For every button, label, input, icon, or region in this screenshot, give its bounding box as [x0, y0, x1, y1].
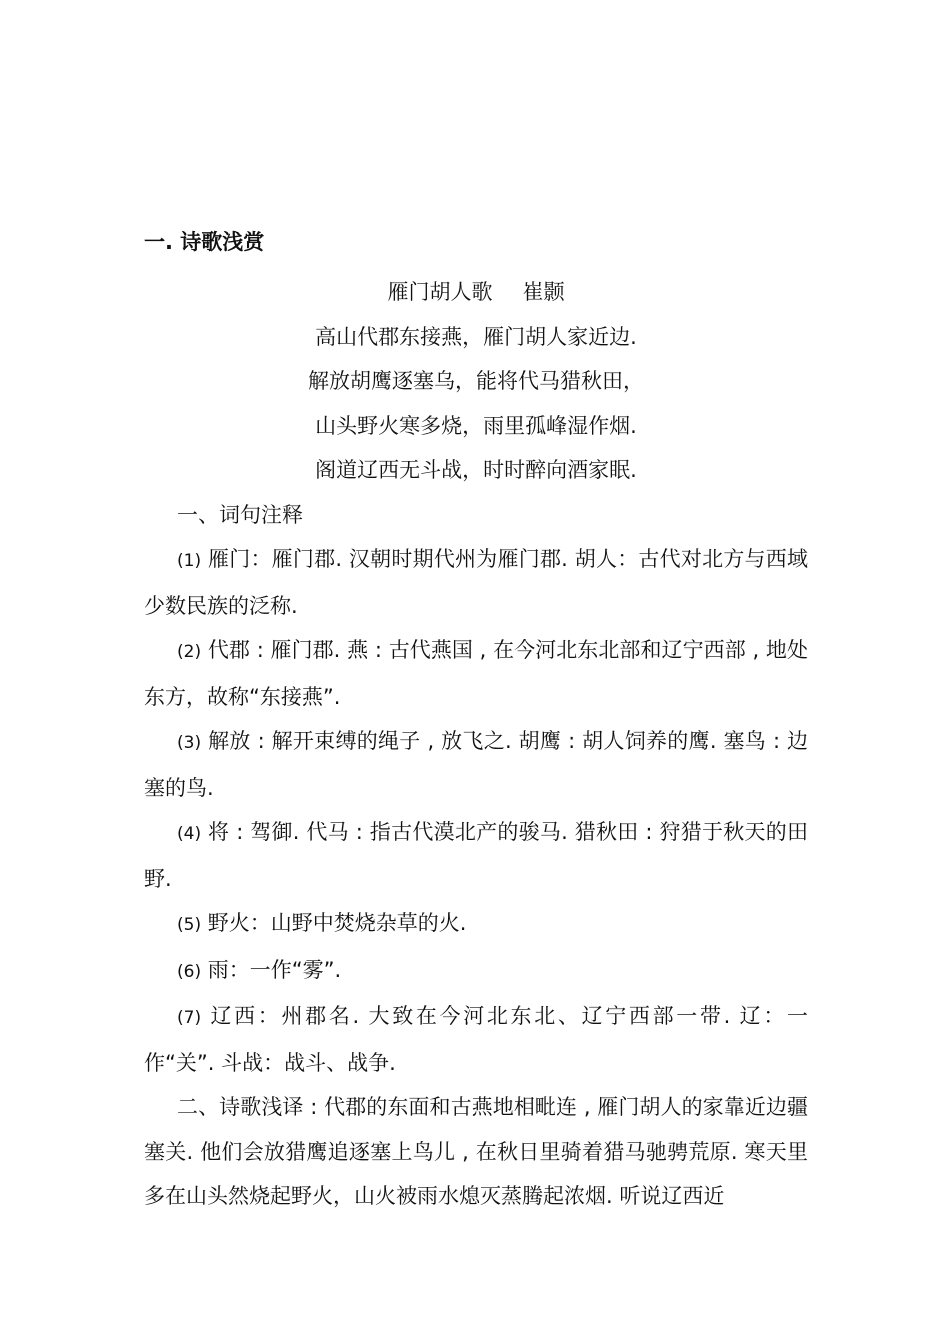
- note-number: (2): [177, 642, 202, 662]
- notes-list: [144, 537, 808, 1085]
- note-item: [144, 719, 808, 810]
- note-text: 野火：山野中焚烧杂草的火.: [207, 911, 467, 935]
- document-page: [144, 228, 808, 1219]
- note-text: 雨：一作“雾”.: [207, 957, 342, 982]
- note-item: [144, 901, 808, 948]
- poem-line: 阁道辽西无斗战，时时醉向酒家眠.: [315, 458, 637, 482]
- poem-title: 雁门胡人歌: [387, 280, 493, 304]
- note-number: (5): [177, 915, 202, 935]
- section-heading: 一. 诗歌浅赏: [144, 230, 265, 254]
- note-item: [144, 810, 808, 901]
- note-item: [144, 948, 808, 995]
- note-number: (6): [177, 961, 202, 982]
- note-item: [144, 628, 808, 719]
- note-text: 将 : 驾御. 代马 : 指古代漠北产的骏马. 猎秋田 : 狩猎于秋天的田野.: [144, 820, 808, 891]
- poem: [144, 270, 808, 493]
- poem-line: 山头野火寒多烧，雨里孤峰湿作烟.: [315, 413, 637, 438]
- note-item: [144, 537, 808, 628]
- note-text: 雁门：雁门郡. 汉朝时期代州为雁门郡. 胡人：古代对北方与西域少数民族的泛称.: [144, 547, 808, 618]
- poem-author: 崔颢: [522, 280, 565, 304]
- note-item: [144, 994, 808, 1085]
- note-text: 解放 : 解开束缚的绳子 , 放飞之. 胡鹰 : 胡人饲养的鹰. 塞鸟 : 边塞的鸟.: [144, 729, 808, 800]
- notes-heading: 一、词句注释: [177, 502, 303, 527]
- note-number: (3): [177, 733, 202, 753]
- poem-line: 解放胡鹰逐塞乌，能将代马猎秋田，: [308, 369, 644, 393]
- note-text: 辽西：州郡名. 大致在今河北东北、辽宁西部一带. 辽：一作“关”. 斗战：战斗、战争.: [144, 1004, 808, 1075]
- poem-title-line: [144, 270, 808, 315]
- note-number: (7): [177, 1008, 202, 1028]
- note-text: 代郡 : 雁门郡. 燕 : 古代燕国 , 在今河北东北部和辽宁西部 , 地处东方，故称“东接燕”.: [144, 638, 808, 709]
- translation-paragraph: 二、诗歌浅译 : 代郡的东面和古燕地相毗连 , 雁门胡人的家靠近边疆塞关. 他们会放猎鹰追逐塞上鸟儿 , 在秋日里骑着猎马驰骋荒原. 寒天里多在山头然烧起野火，山火被雨水熄灭蒸腾起浓烟. 听说辽西近: [144, 1095, 808, 1208]
- note-number: (4): [177, 824, 202, 844]
- note-number: (1): [177, 551, 202, 571]
- poem-line: 高山代郡东接燕，雁门胡人家近边.: [315, 324, 637, 349]
